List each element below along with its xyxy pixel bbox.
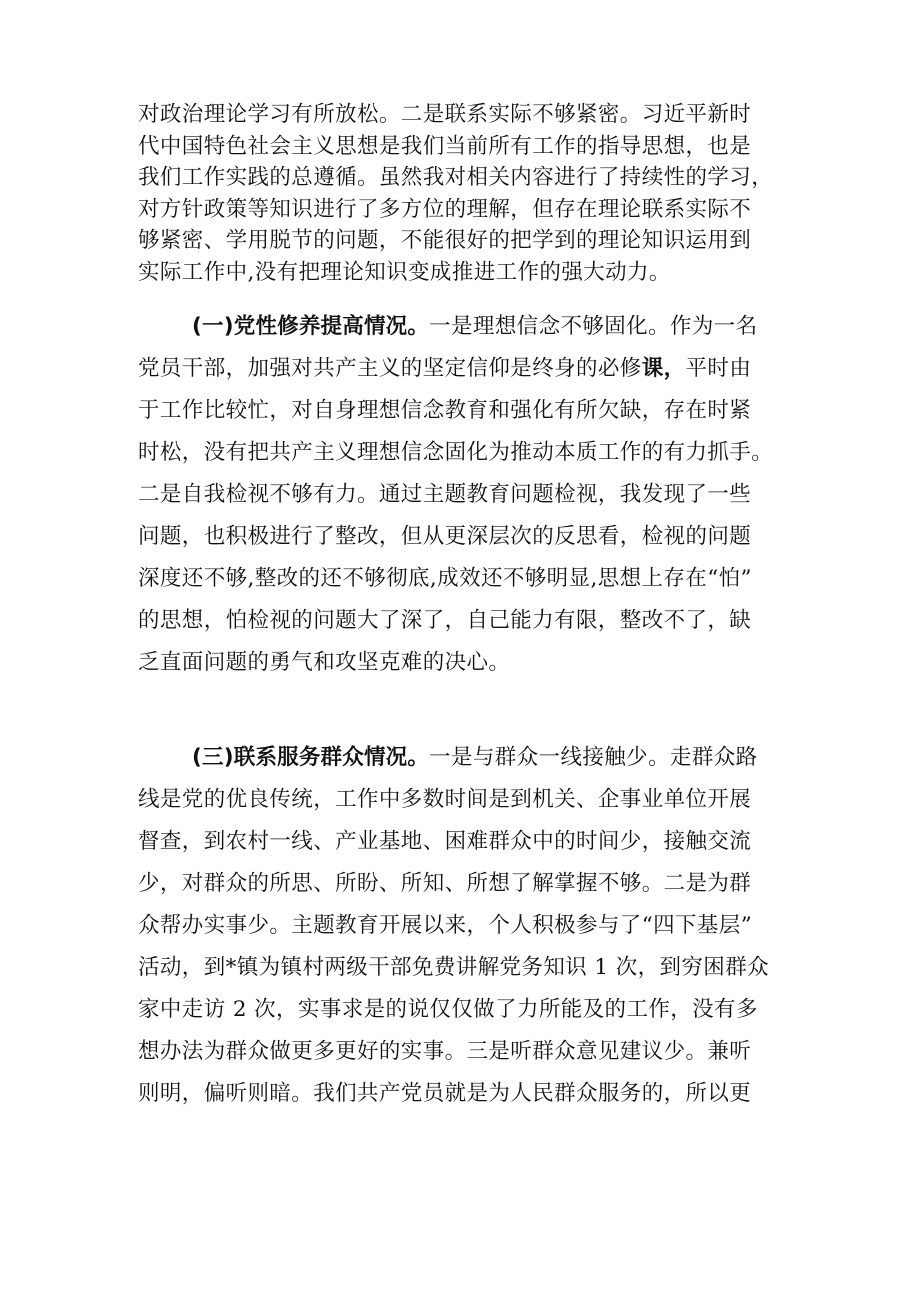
text-line: 乏直面问题的勇气和攻坚克难的决心。 bbox=[138, 650, 511, 675]
text-run: 党员干部，加强对共产主义的坚定信仰是终身的必修 bbox=[138, 356, 642, 381]
text-line bbox=[138, 306, 788, 348]
text-line: 时松，没有把共产主义理想信念固化为推动本质工作的有力抓手。 bbox=[138, 440, 774, 465]
text-line: 对政治理论学习有所放松。二是联系实际不够紧密。习近平新时 bbox=[138, 102, 752, 127]
section-heading: (一)党性修养提高情况。 bbox=[192, 314, 430, 339]
text-line: 督查，到农村一线、产业基地、困难群众中的时间少，接触交流 bbox=[138, 829, 752, 854]
text-line: 我们工作实践的总遵循。虽然我对相关内容进行了持续性的学习， bbox=[138, 165, 774, 190]
text-line: 的思想，怕检视的问题大了深了，自己能力有限，整改不了，缺 bbox=[138, 608, 752, 633]
text-line: 够紧密、学用脱节的问题，不能很好的把学到的理论知识运用到 bbox=[138, 228, 752, 253]
text-line: 家中走访 2 次，实事求是的说仅仅做了力所能及的工作，没有多 bbox=[138, 997, 758, 1022]
text-line: 想办法为群众做更多更好的实事。三是听群众意见建议少。兼听 bbox=[138, 1039, 752, 1064]
paragraph-serving-masses bbox=[138, 737, 788, 1115]
text-line: 实际工作中,没有把理论知识变成推进工作的强大动力。 bbox=[138, 259, 671, 285]
text-line: 二是自我检视不够有力。通过主题教育问题检视，我发现了一些 bbox=[138, 482, 752, 507]
text-line bbox=[138, 348, 788, 390]
text-line: 线是党的优良传统，工作中多数时间是到机关、企事业单位开展 bbox=[138, 787, 752, 812]
text-line: 深度还不够,整改的还不够彻底,成效还不够明显,思想上存在“怕” bbox=[138, 566, 752, 591]
text-line: 代中国特色社会主义思想是我们当前所有工作的指导思想，也是 bbox=[138, 133, 752, 159]
text-run: 一是理想信念不够固化。作为一名 bbox=[429, 314, 758, 339]
text-line: 则明，偏听则暗。我们共产党员就是为人民群众服务的，所以更 bbox=[138, 1081, 752, 1106]
text-line: 于工作比较忙，对自身理想信念教育和强化有所欠缺，存在时紧 bbox=[138, 398, 752, 423]
text-line: 少，对群众的所思、所盼、所知、所想了解掌握不够。二是为群 bbox=[138, 871, 752, 896]
text-line bbox=[138, 737, 788, 779]
paragraph-theory-study bbox=[138, 99, 788, 288]
text-line: 问题，也积极进行了整改，但从更深层次的反思看，检视的问题 bbox=[138, 524, 752, 549]
text-line: 活动，到*镇为镇村两级干部免费讲解党务知识 1 次，到穷困群众 bbox=[138, 955, 770, 980]
text-line: 众帮办实事少。主题教育开展以来，个人积极参与了“四下基层” bbox=[138, 913, 753, 938]
text-run: 平时由 bbox=[685, 356, 752, 381]
bold-text-run: 课， bbox=[641, 356, 686, 381]
text-run: 一是与群众一线接触少。走群众路 bbox=[429, 745, 758, 770]
section-heading: (三)联系服务群众情况。 bbox=[192, 745, 430, 770]
text-line: 对方针政策等知识进行了多方位的理解，但存在理论联系实际不 bbox=[138, 196, 752, 222]
paragraph-party-cultivation bbox=[138, 306, 788, 684]
